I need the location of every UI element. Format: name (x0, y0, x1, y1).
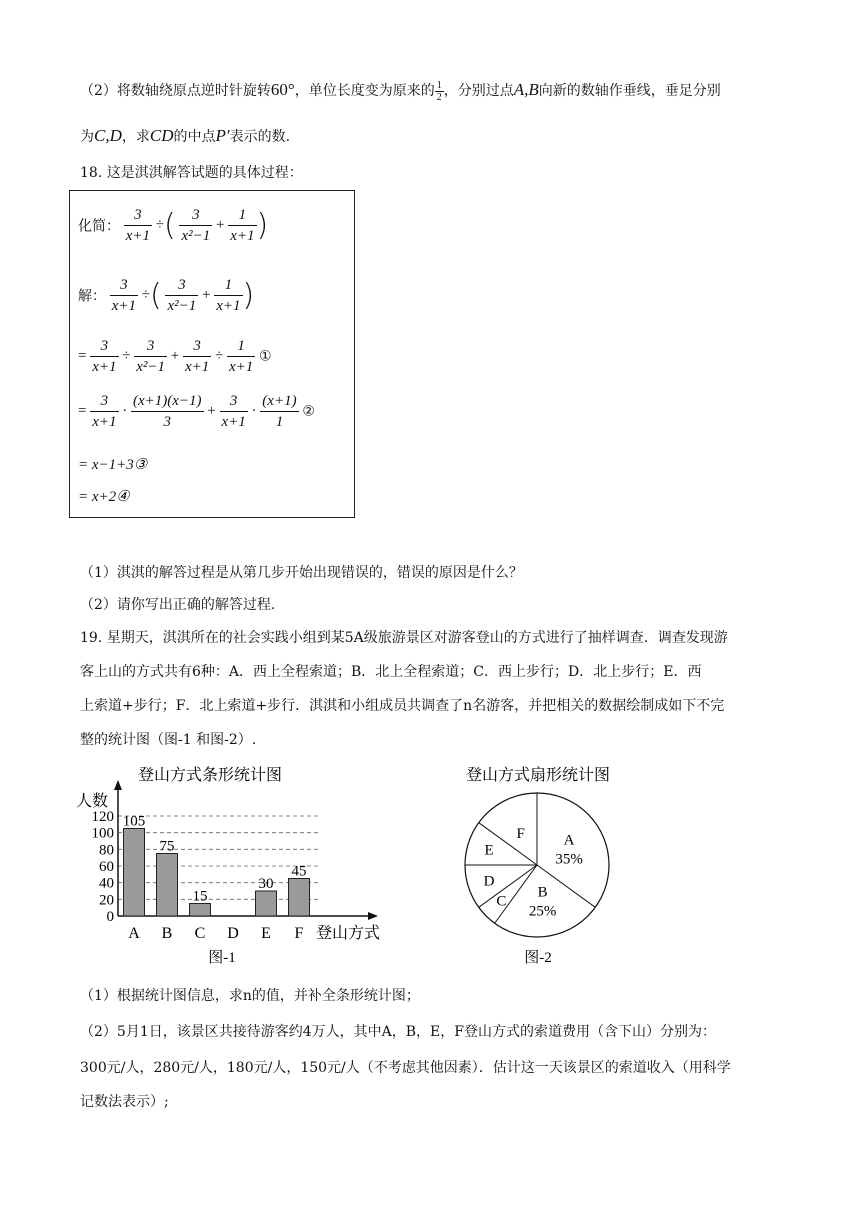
simplify-line: 化简： $\frac{3}{x+1}$ ÷( $\frac{3}{\text{x²−1}}$ + $\frac{1}{x+1}$ ) (78, 207, 269, 244)
bar-value-label: 30 (258, 876, 274, 892)
fraction: $\frac{3}{x+1}$ (92, 393, 117, 430)
x-tick-label: B (161, 925, 173, 942)
pie-label-C: C (496, 893, 507, 910)
q17-text: 为 (80, 129, 94, 145)
q19-sub2-line3: 记数法表示）; (80, 1094, 169, 1110)
x-tick-label: C (194, 925, 206, 942)
bar-value-label: 45 (291, 863, 307, 880)
bar-chart (70, 760, 400, 970)
q17-text: 的中点 (173, 129, 216, 145)
q17-part2-line2 (80, 122, 290, 151)
fraction: $\frac{3}{x+1}$ (92, 338, 117, 375)
bar-E (256, 891, 277, 916)
step-marker-2: ② (302, 403, 315, 420)
q17-text: ，单位长度变为原来的 (294, 83, 435, 99)
chart-title: 登山方式条形统计图 (137, 767, 283, 784)
half-fraction: $\frac{1}{2}$ (436, 79, 442, 103)
q17-text: 表示的数. (229, 129, 291, 145)
pie-label-B: B (537, 884, 548, 901)
x-tick-label: D (227, 925, 239, 942)
bar-value-label: 105 (122, 813, 146, 830)
q19-line1: 19. 星期天，淇淇所在的社会实践小组到某5A级旅游景区对游客登山的方式进行了抽样调查．调查发现游 (80, 630, 728, 646)
step1-line: = $\frac{3}{x+1}$ ÷ $\frac{3}{\text{x²−1}}$ + $\frac{3}{x+1}$ ÷ $\frac{1}{x+1}$ ① (78, 338, 272, 375)
step4-line: = x+2④ (78, 489, 130, 505)
q17-text: （2）将数轴绕原点逆时针旋转 (80, 83, 271, 99)
bar-B (157, 854, 178, 917)
fraction: $\frac{3}{x+1}$ (184, 338, 210, 375)
fraction: $\frac{3}{\text{x²−1}}$ (136, 338, 166, 375)
y-tick-label: 40 (99, 875, 114, 892)
y-tick-label: 80 (99, 842, 114, 859)
y-tick-label: 0 (106, 909, 114, 925)
bar-F (289, 879, 310, 917)
y-tick-label: 120 (91, 809, 114, 825)
q19-sub2-line2: 300元/人，280元/人，180元/人，150元/人（不考虑其他因素）．估计这一天该景区的索道收入（用科学 (80, 1060, 731, 1076)
q17-part2-line1 (80, 76, 721, 105)
fraction: $\frac{1}{x+1}$ (216, 277, 241, 314)
x-tick-label: A (128, 925, 140, 942)
q17-text: ，求 (121, 129, 150, 145)
pie-label-E: E (484, 842, 494, 859)
step-marker-1: ① (259, 348, 272, 365)
q17-text: 向新的数轴作垂线，垂足分别 (538, 83, 721, 99)
fraction: $\frac{(x+1)(x-1)}{3}$ (133, 393, 202, 430)
y-tick-label: 20 (99, 892, 114, 909)
fraction: $\frac{(x+1)}{1}$ (262, 393, 297, 430)
y-tick-label: 60 (99, 859, 114, 875)
q18-sub1: （1）淇淇的解答过程是从第几步开始出现错误的，错误的原因是什么？ (80, 565, 523, 581)
solve-line: 解： $\frac{3}{x+1}$ ÷( $\frac{3}{\text{x²−1}}$ + $\frac{1}{x+1}$ ) (78, 277, 255, 314)
fraction: $\frac{1}{x+1}$ (230, 207, 255, 244)
fraction: $\frac{3}{x+1}$ (221, 393, 246, 430)
fraction: $\frac{3}{x+1}$ (111, 277, 137, 314)
pie-label-F: F (516, 825, 525, 842)
pie-chart (450, 760, 640, 970)
bar-C (190, 904, 211, 917)
points-ab: A,B (513, 80, 539, 99)
step2-line: = $\frac{3}{x+1}$ · $\frac{(x+1)(x-1)}{3}$ + $\frac{3}{x+1}$ · $\frac{(x+1)}{1}$ ② (78, 393, 315, 430)
point-p-prime: P′ (215, 126, 230, 145)
q18-intro: 18. 这是淇淇解答试题的具体过程： (80, 165, 303, 181)
pie-label-D: D (483, 873, 495, 890)
y-tick-label: 100 (91, 825, 114, 842)
y-axis-label: 人数 (76, 793, 109, 810)
q19-line3: 上索道+步行；F．北上索道+步行．淇淇和小组成员共调查了n名游客，并把相关的数据绘制成如下不完 (80, 698, 725, 714)
step3-line: = x−1+3③ (78, 457, 148, 473)
x-axis-label: 登山方式 (316, 925, 381, 942)
q18-sub2: （2）请你写出正确的解答过程. (80, 597, 276, 613)
segment-cd: CD (149, 126, 174, 145)
solve-label: 解： (78, 288, 106, 305)
simplify-label: 化简： (78, 218, 120, 235)
solution-box (69, 190, 355, 518)
q19-sub2-line1: （2）5月1日，该景区共接待游客约4万人，其中A，B，E，F登山方式的索道费用（含下山）分别为： (80, 1024, 716, 1040)
x-axis-arrow (368, 912, 378, 920)
q19-line2: 客上山的方式共有6种：A．西上全程索道；B．北上全程索道；C．西上步行；D．北上步行；E．西 (80, 664, 702, 680)
pie-label-A: A (563, 832, 575, 849)
bar-A (124, 829, 145, 917)
points-cd: C,D (94, 126, 122, 145)
chart-caption: 图-1 (208, 950, 236, 966)
fraction: $\frac{1}{x+1}$ (229, 338, 254, 375)
q19-sub1: （1）根据统计图信息，求n的值，并补全条形统计图； (80, 988, 420, 1004)
bar-value-label: 15 (192, 888, 208, 905)
angle-value: 60° (270, 80, 295, 99)
pie-pct-B: 25% (528, 903, 557, 920)
chart-title: 登山方式扇形统计图 (465, 767, 611, 784)
q19-line4: 整的统计图（图-1 和图-2）. (80, 732, 257, 748)
x-tick-label: E (261, 925, 271, 942)
fraction: $\frac{3}{\text{x²−1}}$ (167, 277, 197, 314)
bar-value-label: 75 (159, 838, 175, 855)
y-axis-arrow (114, 780, 122, 790)
fraction: $\frac{3}{x+1}$ (125, 207, 151, 244)
q17-text: ，分别过点 (443, 83, 514, 99)
pie-pct-A: 35% (555, 851, 583, 868)
fraction: $\frac{3}{\text{x²−1}}$ (181, 207, 211, 244)
chart-caption: 图-2 (524, 950, 552, 966)
x-tick-label: F (294, 925, 304, 942)
